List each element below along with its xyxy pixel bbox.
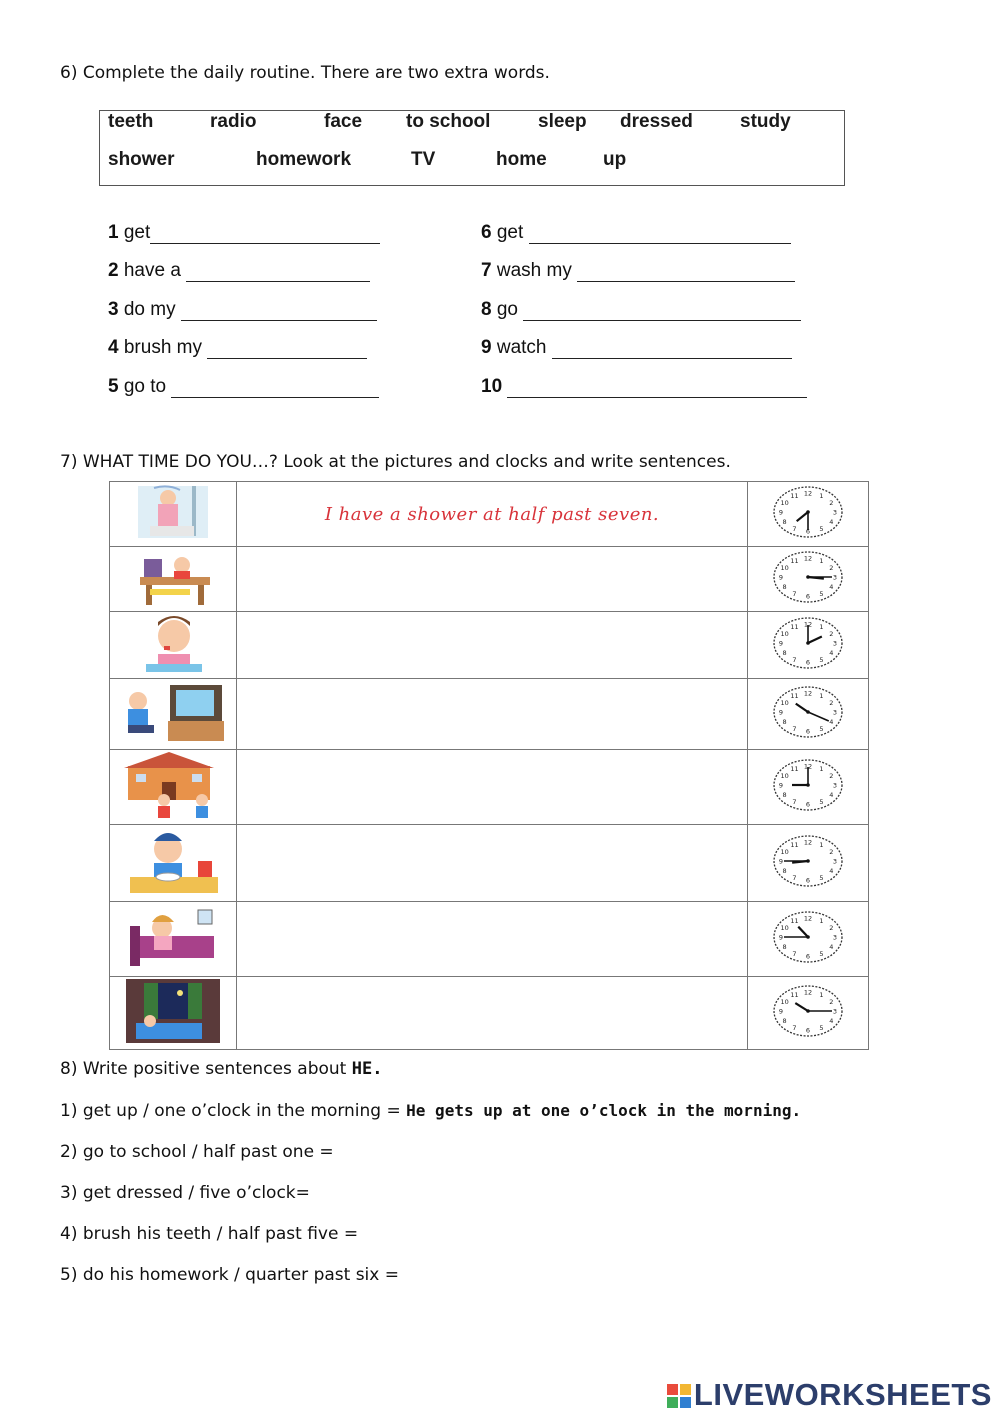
svg-text:11: 11 [790,841,799,850]
svg-text:3: 3 [832,573,838,582]
svg-text:4: 4 [829,649,834,657]
q8-item: 1) get up / one o’clock in the morning = He gets up at one o’clock in the morning. [60,1101,802,1121]
svg-text:5: 5 [819,949,824,958]
fill-item: 1 get [108,222,380,244]
get-up-picture [110,902,237,977]
svg-text:8: 8 [782,867,787,875]
svg-text:10: 10 [780,848,789,856]
q6-title: 6) Complete the daily routine. There are two extra words. [60,63,550,83]
fill-item: 4 brush my [108,337,367,359]
svg-text:9: 9 [778,1007,784,1016]
q8-item: 4) brush his teeth / half past five = [60,1224,359,1244]
clock-icon [770,983,846,1039]
table-row [110,750,869,825]
word-bank-item: home [496,149,547,170]
svg-text:3: 3 [832,1007,838,1016]
homework-picture [110,547,237,612]
svg-text:9: 9 [778,508,784,517]
svg-text:12: 12 [803,988,813,997]
svg-text:1: 1 [819,557,824,566]
answer-cell[interactable]: I have a shower at half past seven. [237,482,748,547]
brush-teeth-picture [110,612,237,679]
svg-text:7: 7 [792,524,797,533]
svg-text:11: 11 [790,991,799,1000]
answer-cell[interactable] [237,612,748,679]
svg-text:12: 12 [803,620,813,629]
svg-text:8: 8 [782,649,787,657]
svg-text:8: 8 [782,518,787,526]
svg-text:2: 2 [829,699,834,707]
word-bank-item: radio [210,111,257,132]
answer-blank[interactable] [552,340,792,359]
clock-cell [748,612,869,679]
q8-item: 5) do his homework / quarter past six = [60,1265,399,1285]
clock-icon [770,757,846,813]
svg-text:5: 5 [819,524,824,533]
svg-text:10: 10 [780,699,789,707]
svg-text:12: 12 [803,762,813,771]
svg-text:10: 10 [780,499,789,507]
svg-text:9: 9 [778,933,784,942]
fill-item: 3 do my [108,299,377,321]
svg-text:8: 8 [782,583,787,591]
watch-tv-picture [110,679,237,750]
svg-text:3: 3 [832,508,838,517]
svg-text:6: 6 [805,1026,811,1035]
svg-text:9: 9 [778,857,784,866]
clock-cell [748,902,869,977]
clock-cell [748,977,869,1050]
word-bank-item: study [740,111,791,132]
svg-text:5: 5 [819,797,824,806]
word-bank [99,110,845,186]
table-row [110,612,869,679]
svg-text:7: 7 [792,1023,797,1032]
fill-item: 5 go to [108,376,379,398]
answer-cell[interactable] [237,750,748,825]
svg-text:11: 11 [790,492,799,501]
svg-text:1: 1 [819,692,824,701]
clock-cell [748,482,869,547]
q8-item: 2) go to school / half past one = [60,1142,334,1162]
word-bank-item: teeth [108,111,154,132]
svg-text:5: 5 [819,589,824,598]
answer-cell[interactable] [237,547,748,612]
clock-icon [770,484,846,540]
svg-text:3: 3 [832,781,838,790]
svg-text:5: 5 [819,873,824,882]
clock-cell [748,750,869,825]
word-bank-item: sleep [538,111,587,132]
svg-text:1: 1 [819,765,824,774]
table-row [110,825,869,902]
svg-text:11: 11 [790,917,799,926]
svg-text:4: 4 [829,718,834,726]
svg-text:5: 5 [819,1023,824,1032]
word-bank-item: up [603,149,627,170]
svg-text:10: 10 [780,924,789,932]
answer-blank[interactable] [186,263,370,282]
clock-icon [770,833,846,889]
answer-cell[interactable] [237,825,748,902]
fill-item: 2 have a [108,260,370,282]
word-bank-item: dressed [620,111,693,132]
liveworksheets-logo: LIVEWORKSHEETS [667,1377,992,1416]
svg-text:2: 2 [829,499,834,507]
svg-text:7: 7 [792,949,797,958]
answer-blank[interactable] [529,225,791,244]
svg-text:2: 2 [829,924,834,932]
svg-text:1: 1 [819,991,824,1000]
svg-text:10: 10 [780,564,789,572]
answer-blank[interactable] [207,340,367,359]
svg-text:2: 2 [829,998,834,1006]
answer-blank[interactable] [181,302,377,321]
svg-text:6: 6 [805,876,811,885]
svg-text:12: 12 [803,489,813,498]
svg-text:2: 2 [829,564,834,572]
logo-grid-icon [667,1380,691,1416]
answer-blank[interactable] [150,225,380,244]
svg-text:6: 6 [805,658,811,667]
svg-text:1: 1 [819,917,824,926]
word-bank-item: shower [108,149,175,170]
svg-text:12: 12 [803,914,813,923]
svg-text:12: 12 [803,554,813,563]
svg-text:8: 8 [782,1017,787,1025]
svg-text:10: 10 [780,998,789,1006]
q8-title: 8) Write positive sentences about HE. [60,1059,383,1079]
table-row [110,902,869,977]
go-to-school-picture [110,750,237,825]
svg-text:8: 8 [782,943,787,951]
breakfast-picture [110,825,237,902]
clock-icon [770,549,846,605]
svg-text:4: 4 [829,867,834,875]
svg-text:7: 7 [792,724,797,733]
svg-text:1: 1 [819,492,824,501]
svg-text:7: 7 [792,655,797,664]
svg-text:11: 11 [790,557,799,566]
clock-icon [770,909,846,965]
svg-text:8: 8 [782,791,787,799]
svg-text:11: 11 [790,623,799,632]
clock-icon [770,684,846,740]
shower-picture [110,482,237,547]
svg-text:6: 6 [805,527,811,536]
svg-text:4: 4 [829,518,834,526]
answer-blank[interactable] [523,302,801,321]
svg-text:9: 9 [778,639,784,648]
svg-text:4: 4 [829,1017,834,1025]
svg-text:7: 7 [792,873,797,882]
svg-text:6: 6 [805,592,811,601]
sleep-picture [110,977,237,1050]
answer-cell[interactable] [237,902,748,977]
svg-text:7: 7 [792,589,797,598]
svg-text:7: 7 [792,797,797,806]
svg-text:2: 2 [829,848,834,856]
table-row [110,977,869,1050]
answer-blank[interactable] [171,379,379,398]
svg-text:10: 10 [780,630,789,638]
svg-text:9: 9 [778,708,784,717]
fill-item: 10 [481,376,807,398]
word-bank-item: TV [411,149,436,170]
fill-item: 7 wash my [481,260,795,282]
svg-text:1: 1 [819,623,824,632]
q7-table [109,481,869,1050]
svg-text:3: 3 [832,708,838,717]
clock-cell [748,679,869,750]
answer-cell[interactable] [237,679,748,750]
svg-text:4: 4 [829,583,834,591]
table-row [110,482,869,547]
svg-text:9: 9 [778,573,784,582]
svg-text:3: 3 [832,639,838,648]
svg-text:10: 10 [780,772,789,780]
svg-text:12: 12 [803,838,813,847]
answer-blank[interactable] [507,379,807,398]
word-bank-item: to school [406,111,491,132]
fill-item: 6 get [481,222,791,244]
svg-text:5: 5 [819,724,824,733]
word-bank-item: homework [256,149,352,170]
svg-text:2: 2 [829,630,834,638]
svg-text:4: 4 [829,943,834,951]
svg-text:9: 9 [778,781,784,790]
svg-text:4: 4 [829,791,834,799]
svg-text:6: 6 [805,727,811,736]
svg-text:3: 3 [832,933,838,942]
svg-text:3: 3 [832,857,838,866]
table-row [110,547,869,612]
answer-blank[interactable] [577,263,795,282]
q8-item: 3) get dressed / five o’clock= [60,1183,310,1203]
svg-text:8: 8 [782,718,787,726]
fill-item: 8 go [481,299,801,321]
fill-item: 9 watch [481,337,792,359]
table-row [110,679,869,750]
q7-title: 7) WHAT TIME DO YOU…? Look at the pictures and clocks and write sentences. [60,452,731,472]
clock-cell [748,547,869,612]
svg-text:2: 2 [829,772,834,780]
svg-text:5: 5 [819,655,824,664]
clock-cell [748,825,869,902]
svg-text:11: 11 [790,692,799,701]
svg-text:11: 11 [790,765,799,774]
clock-icon [770,615,846,671]
svg-text:1: 1 [819,841,824,850]
svg-text:6: 6 [805,800,811,809]
svg-text:6: 6 [805,952,811,961]
svg-text:12: 12 [803,689,813,698]
word-bank-item: face [324,111,363,132]
answer-cell[interactable] [237,977,748,1050]
